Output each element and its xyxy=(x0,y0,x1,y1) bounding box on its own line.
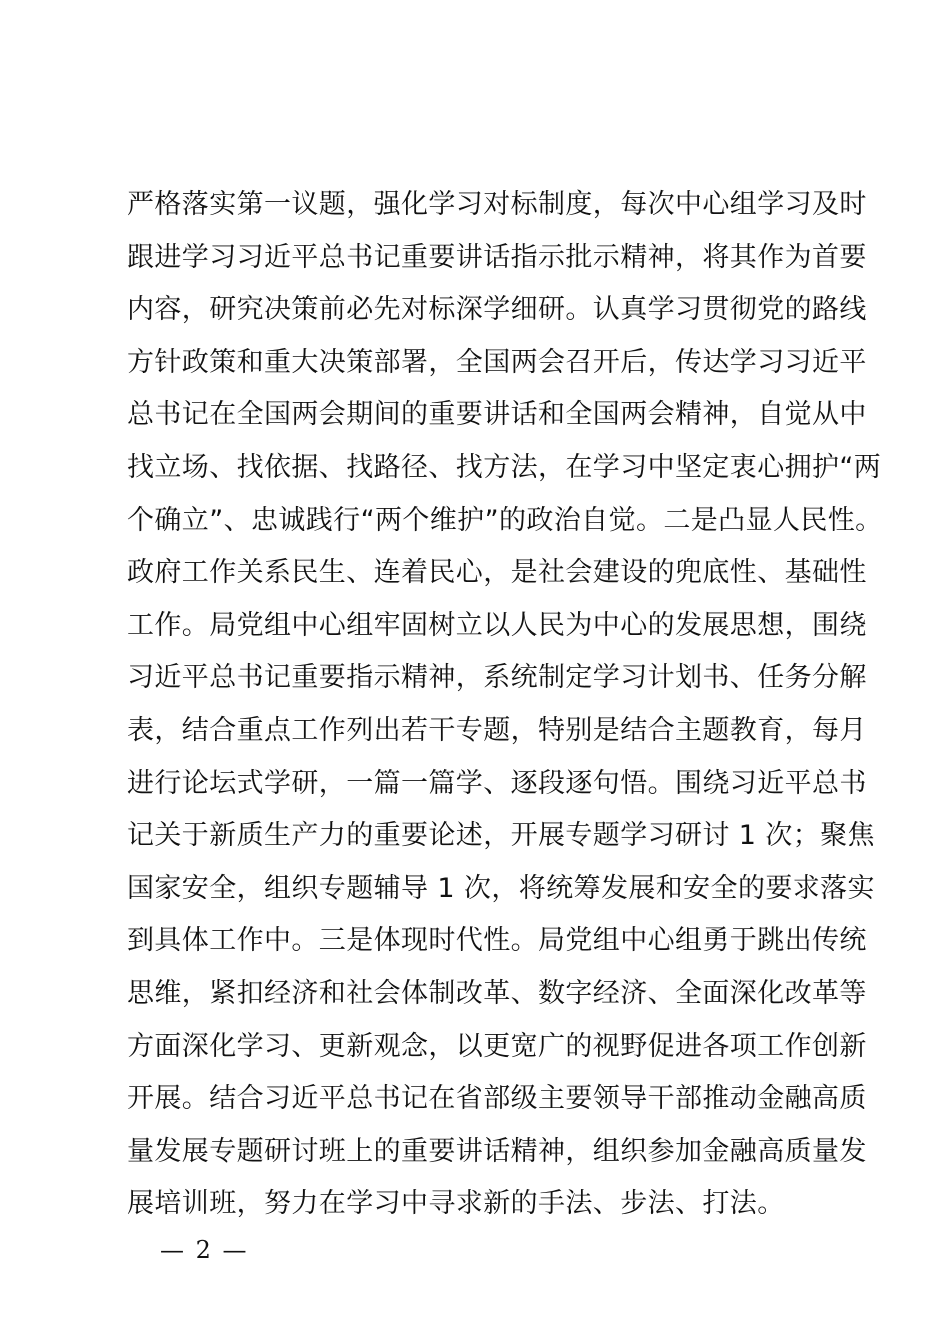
text-line-17: 方面深化学习、更新观念，以更宽广的视野促进各项工作创新 xyxy=(127,1030,867,1062)
text-line-14: 国家安全，组织专题辅导 1 次，将统筹发展和安全的要求落实 xyxy=(127,872,875,904)
text-line-4: 方针政策和重大决策部署，全国两会召开后，传达学习习近平 xyxy=(127,346,867,378)
text-line-5: 总书记在全国两会期间的重要讲话和全国两会精神，自觉从中 xyxy=(127,399,867,431)
text-line-7: 个确立”、忠诚践行“两个维护”的政治自觉。二是凸显人民性。 xyxy=(127,504,883,536)
text-line-15: 到具体工作中。三是体现时代性。局党组中心组勇于跳出传统 xyxy=(127,925,867,957)
text-line-10: 习近平总书记重要指示精神，系统制定学习计划书、任务分解 xyxy=(127,662,867,694)
text-line-18: 开展。结合习近平总书记在省部级主要领导干部推动金融高质 xyxy=(127,1083,867,1115)
text-line-13: 记关于新质生产力的重要论述，开展专题学习研讨 1 次；聚焦 xyxy=(127,820,875,852)
text-line-2: 跟进学习习近平总书记重要讲话指示批示精神，将其作为首要 xyxy=(127,241,867,273)
text-line-16: 思维，紧扣经济和社会体制改革、数字经济、全面深化改革等 xyxy=(127,977,867,1009)
text-line-3: 内容，研究决策前必先对标深学细研。认真学习贯彻党的路线 xyxy=(127,294,867,326)
text-line-11: 表，结合重点工作列出若干专题，特别是结合主题教育，每月 xyxy=(127,714,867,746)
page-number: — 2 — xyxy=(160,1236,249,1264)
text-line-6: 找立场、找依据、找路径、找方法，在学习中坚定衷心拥护“两 xyxy=(127,451,882,483)
text-line-8: 政府工作关系民生、连着民心，是社会建设的兜底性、基础性 xyxy=(127,557,867,589)
text-line-20: 展培训班，努力在学习中寻求新的手法、步法、打法。 xyxy=(127,1188,785,1220)
body-paragraph xyxy=(127,179,883,1231)
text-line-19: 量发展专题研讨班上的重要讲话精神，组织参加金融高质量发 xyxy=(127,1135,867,1167)
text-line-9: 工作。局党组中心组牢固树立以人民为中心的发展思想，围绕 xyxy=(127,609,867,641)
text-line-1: 严格落实第一议题，强化学习对标制度，每次中心组学习及时 xyxy=(127,189,867,220)
text-line-12: 进行论坛式学研，一篇一篇学、逐段逐句悟。围绕习近平总书 xyxy=(127,767,867,799)
